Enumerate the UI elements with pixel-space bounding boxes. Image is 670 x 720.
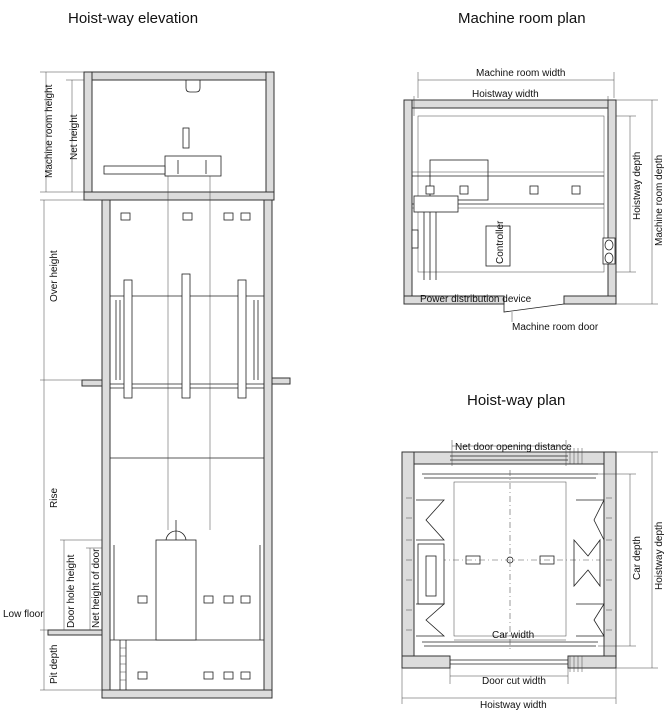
machine-room-door-swing [504,304,564,312]
traction-machine-plan [430,160,488,200]
net-door-opening-label: Net door opening distance [455,442,572,453]
traction-machine [165,156,221,176]
right-bracket [576,500,604,540]
machine-room-door-label: Machine room door [512,322,599,333]
machine-room-roof [84,72,274,80]
hoistway-elevation [3,72,290,698]
rise-label: Rise [49,487,60,508]
hoistway-depth-plan-label: Hoistway depth [654,521,665,590]
hoistway-plan-title: Hoist-way plan [467,392,566,409]
rope-hole [183,128,189,148]
floor-slab-left [82,380,102,386]
car-depth-label: Car depth [632,536,643,580]
door-hole-height-label: Door hole height [66,554,77,628]
rail-brackets-top [121,213,250,220]
machine-room-right-wall [266,72,274,196]
low-floor-slab [48,630,102,635]
controller-label: Controller [495,220,506,264]
right-bracket-mid [574,540,600,586]
machine-room-left-wall [84,72,92,196]
right-bracket-lower [576,604,604,636]
machine-room-height-label: Machine room height [44,84,55,178]
lifting-hook [186,80,200,92]
elevation-title: Hoist-way elevation [68,10,199,27]
left-bracket-lower [416,604,444,636]
hoistway-left-wall [102,200,110,698]
ventilation-fan-icon [603,238,615,264]
pit-ladder [120,640,126,690]
door-cut-width-label: Door cut width [482,676,546,687]
hoistway-right-wall [264,200,272,698]
machine-room-width-label: Machine room width [476,68,566,79]
machine-room-depth-label: Machine room depth [654,154,665,246]
hoistway-depth-label: Hoistway depth [632,151,643,220]
plan-guide-rails [440,470,600,650]
machine-room-plan-title: Machine room plan [458,10,586,27]
left-bracket [416,500,444,540]
machine-room-plan [404,68,665,333]
floor-slab-right [272,378,290,384]
low-floor-label: Low floor [3,609,44,620]
net-height-of-door-label: Net height of door [91,548,102,628]
pit-depth-label: Pit depth [49,644,60,684]
counterweight [156,540,196,640]
car-width-label: Car width [492,630,535,641]
hoistway-width-plan-label: Hoistway width [480,700,547,711]
power-distribution-label: Power distribution device [420,294,532,305]
net-height-label: Net height [69,114,80,160]
machine-room-floor [84,192,274,200]
guide-rails [116,274,258,398]
over-height-label: Over height [49,250,60,302]
pit-floor [102,690,272,698]
machine-base [104,166,165,174]
hoistway-plan [402,440,665,711]
hoistway-width-label: Hoistway width [472,89,539,100]
